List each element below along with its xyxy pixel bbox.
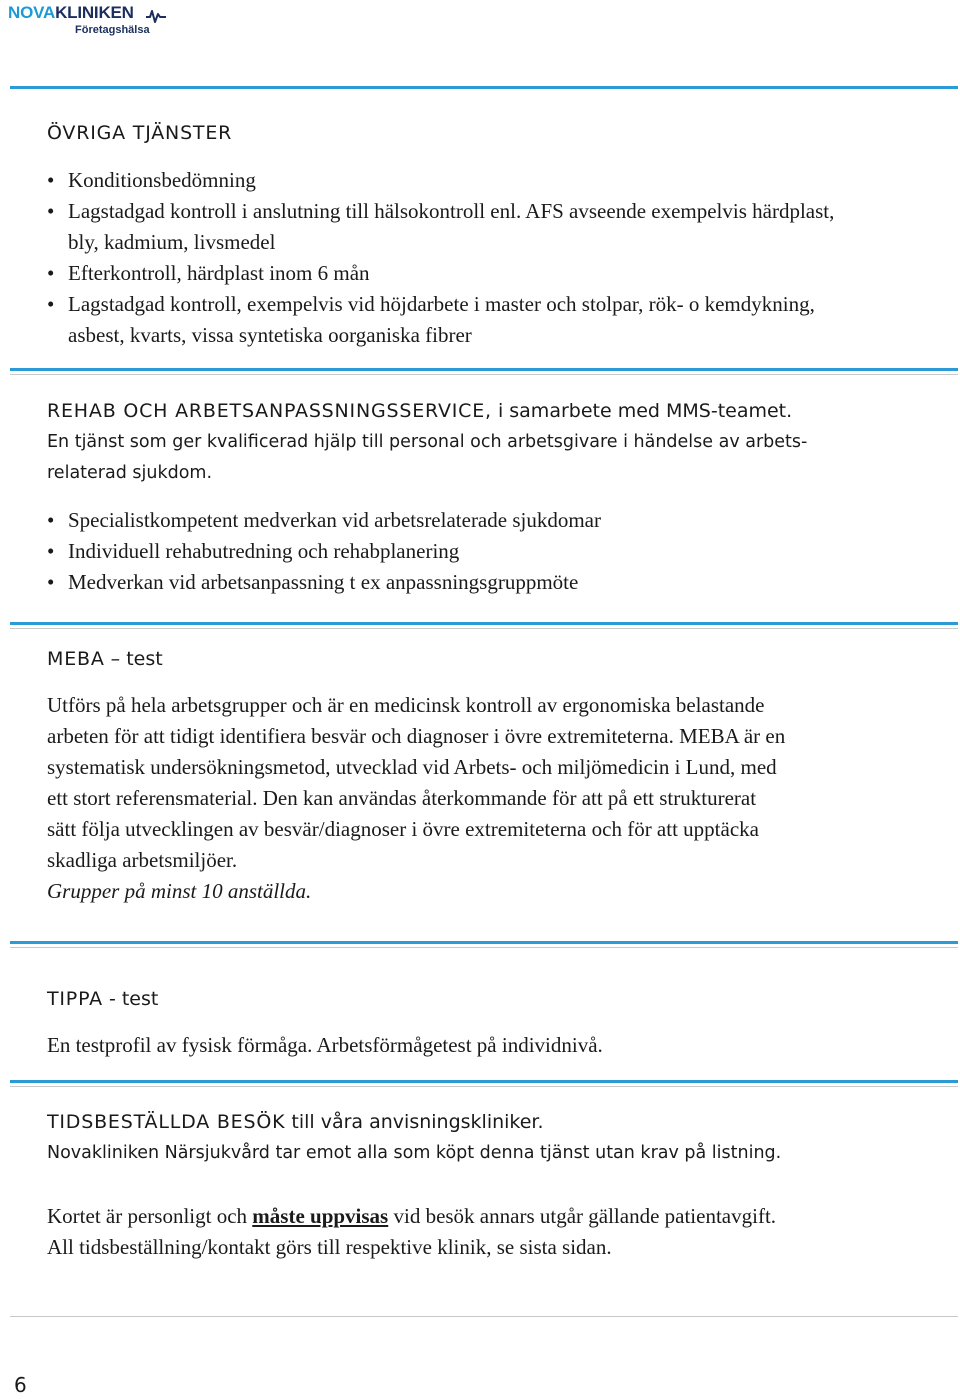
section-heading-rehab [47, 396, 792, 427]
logo-nova-text: NOVA [8, 3, 56, 22]
section-divider [10, 1080, 958, 1083]
logo-subtitle: Företagshälsa [75, 24, 150, 36]
section-divider [10, 86, 958, 89]
page-number: 6 [14, 1373, 27, 1397]
section-divider-thin [10, 1086, 958, 1087]
section-divider [10, 368, 958, 371]
note-text: vid besök annars utgår gällande patientavgift. [388, 1204, 777, 1228]
list-item-text-continued: asbest, kvarts, vissa syntetiska oorganiska fibrer [68, 323, 472, 347]
heading-main: TIDSBESTÄLLDA BESÖK [47, 1111, 286, 1133]
section-heading-ovriga: ÖVRIGA TJÄNSTER [47, 122, 233, 144]
section-divider [10, 622, 958, 625]
section-heading-meba [47, 644, 163, 675]
note-text: Kortet är personligt och [47, 1204, 253, 1228]
meba-body-line: skadliga arbetsmiljöer. [47, 848, 238, 872]
meba-body-line: Utförs på hela arbetsgrupper och är en medicinsk kontroll av ergonomiska belastande [47, 693, 765, 717]
heading-tail: - test [102, 988, 159, 1010]
list-item [47, 165, 957, 196]
heading-main: REHAB OCH ARBETSANPASSNINGSSERVICE, [47, 400, 492, 422]
logo-kliniken-text: KLINIKEN [55, 3, 134, 22]
section-divider-thin [10, 947, 958, 948]
list-item-text: Konditionsbedömning [68, 168, 256, 192]
ovriga-list [47, 165, 957, 351]
heading-tail: till våra anvisningskliniker. [285, 1111, 544, 1133]
list-item-text: Medverkan vid arbetsanpassning t ex anpassningsgruppmöte [68, 570, 579, 594]
heading-tail: – test [104, 648, 163, 670]
meba-italic-note: Grupper på minst 10 anställda. [47, 879, 312, 903]
tippa-body: En testprofil av fysisk förmåga. Arbetsförmågetest på individnivå. [47, 1033, 603, 1057]
heading-main: MEBA [47, 648, 105, 670]
section-heading-tippa [47, 984, 158, 1015]
list-item [47, 258, 957, 289]
rehab-intro-line-1: En tjänst som ger kvalificerad hjälp till personal och arbetsgivare i händelse av arbets- [47, 432, 808, 452]
rehab-intro-line-2: relaterad sjukdom. [47, 463, 213, 483]
meba-body-line: ett stort referensmaterial. Den kan användas återkommande för att på ett strukturerat [47, 786, 757, 810]
heading-main: TIPPA [47, 988, 103, 1010]
list-item [47, 567, 957, 598]
meba-body-line: arbeten för att tidigt identifiera besvär och diagnoser i övre extremiteterna. MEBA är en [47, 724, 786, 748]
section-heading-tidsbestallda [47, 1107, 544, 1138]
list-item-text: • Lagstadgad kontroll i anslutning till hälsokontroll enl. AFS avseende exempelvis härdplast, [68, 199, 835, 223]
tidsbestallda-note-line-2: All tidsbeställning/kontakt görs till respektive klinik, se sista sidan. [47, 1235, 612, 1259]
list-item [47, 536, 957, 567]
rehab-list [47, 505, 957, 598]
note-emphasis: måste uppvisas [252, 1204, 389, 1228]
list-item [47, 196, 957, 258]
heartbeat-line-icon [146, 8, 166, 24]
list-item [47, 505, 957, 536]
list-item-text: Individuell rehabutredning och rehabplanering [68, 539, 460, 563]
tidsbestallda-note [47, 1201, 776, 1232]
section-divider-thin [10, 374, 958, 375]
footer-divider [10, 1316, 958, 1317]
heading-tail: i samarbete med MMS-teamet. [491, 400, 793, 422]
section-divider-thin [10, 628, 958, 629]
meba-body-line: sätt följa utvecklingen av besvär/diagnoser i övre extremiteterna och för att upptäcka [47, 817, 759, 841]
novakliniken-logo [8, 3, 168, 41]
list-item-text: Specialistkompetent medverkan vid arbetsrelaterade sjukdomar [68, 508, 601, 532]
tidsbestallda-line-2: Novakliniken Närsjukvård tar emot alla som köpt denna tjänst utan krav på listning. [47, 1143, 782, 1163]
section-divider [10, 941, 958, 944]
list-item-text: Efterkontroll, härdplast inom 6 mån [68, 261, 370, 285]
meba-body-line: systematisk undersökningsmetod, utvecklad vid Arbets- och miljömedicin i Lund, med [47, 755, 777, 779]
list-item-text-continued: bly, kadmium, livsmedel [68, 230, 276, 254]
list-item-text: • Lagstadgad kontroll, exempelvis vid höjdarbete i master och stolpar, rök- o kemdykning, [68, 292, 815, 316]
logo-wordmark [8, 3, 134, 23]
list-item [47, 289, 957, 351]
